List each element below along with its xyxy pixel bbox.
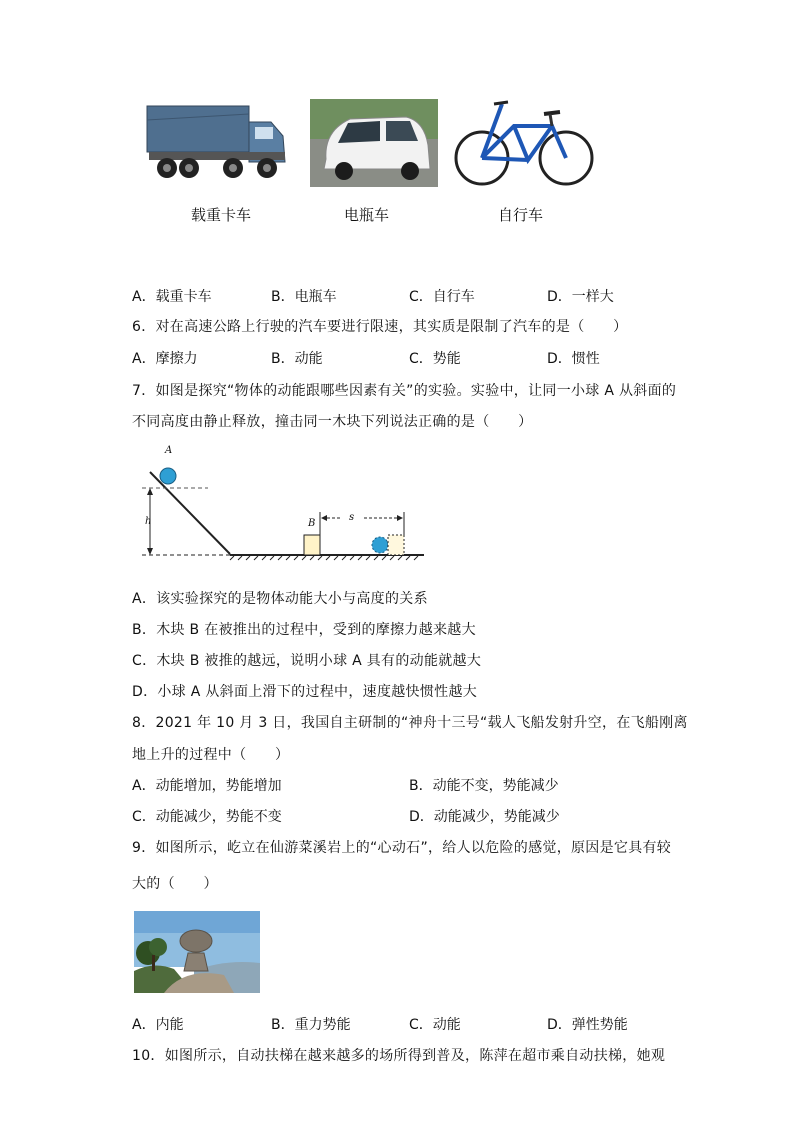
q6-option-a: A．摩擦力 [132,351,198,367]
q6-option-b: B．动能 [271,351,323,367]
q6-option-d: D．惯性 [547,351,600,367]
q5-option-d: D．一样大 [547,289,614,305]
q9-option-a: A．内能 [132,1017,184,1033]
q10-stem-line1: 10．如图所示，自动扶梯在越来越多的场所得到普及，陈萍在超市乘自动扶梯，她观 [132,1048,666,1064]
q8-stem-line2: 地上升的过程中（ ） [132,747,290,763]
truck-image [143,100,291,186]
q7-option-a: A．该实验探究的是物体动能大小与高度的关系 [132,591,428,607]
q6-stem: 6．对在高速公路上行驶的汽车要进行限速，其实质是限制了汽车的是（ ） [132,319,628,335]
bicycle-image [452,96,598,190]
ecar-caption: 电瓶车 [344,206,390,224]
q9-option-b: B．重力势能 [271,1017,351,1033]
q8-option-d: D．动能减少，势能减少 [409,809,560,825]
distance-label-s: s [349,512,355,523]
q9-stem-line1: 9．如图所示，屹立在仙游菜溪岩上的“心动石”，给人以危险的感觉，原因是它具有较 [132,840,672,856]
q7-stem-line1: 7．如图是探究“物体的动能跟哪些因素有关”的实验。实验中，让同一小球 A 从斜面的 [132,383,677,399]
q8-option-b: B．动能不变，势能减少 [409,778,559,794]
q5-option-b: B．电瓶车 [271,289,337,305]
electric-car-image [310,99,438,187]
q9-option-c: C．动能 [409,1017,461,1033]
block-label-b: B [308,518,316,529]
q5-option-c: C．自行车 [409,289,475,305]
q7-option-d: D．小球 A 从斜面上滑下的过程中，速度越快惯性越大 [132,684,478,700]
truck-caption: 载重卡车 [191,206,252,224]
q9-option-d: D．弹性势能 [547,1017,628,1033]
q8-option-a: A．动能增加，势能增加 [132,778,282,794]
q7-option-b: B．木块 B 在被推出的过程中，受到的摩擦力越来越大 [132,622,476,638]
height-label-h: h [145,516,152,527]
q7-option-c: C．木块 B 被推的越远，说明小球 A 具有的动能就越大 [132,653,482,669]
q5-option-a: A．载重卡车 [132,289,212,305]
q9-stem-line2: 大的（ ） [132,876,218,892]
q7-stem-line2: 不同高度由静止释放，撞击同一木块下列说法正确的是（ ） [132,414,533,430]
bike-caption: 自行车 [498,206,544,224]
q8-option-c: C．动能减少，势能不变 [132,809,282,825]
q8-stem-line1: 8．2021 年 10 月 3 日，我国自主研制的“神舟十三号“载人飞船发射升空，在飞船刚离 [132,715,688,731]
ball-label-a: A [165,445,173,456]
q6-option-c: C．势能 [409,351,461,367]
balancing-rock-photo [134,911,260,993]
incline-experiment-diagram [138,442,428,566]
